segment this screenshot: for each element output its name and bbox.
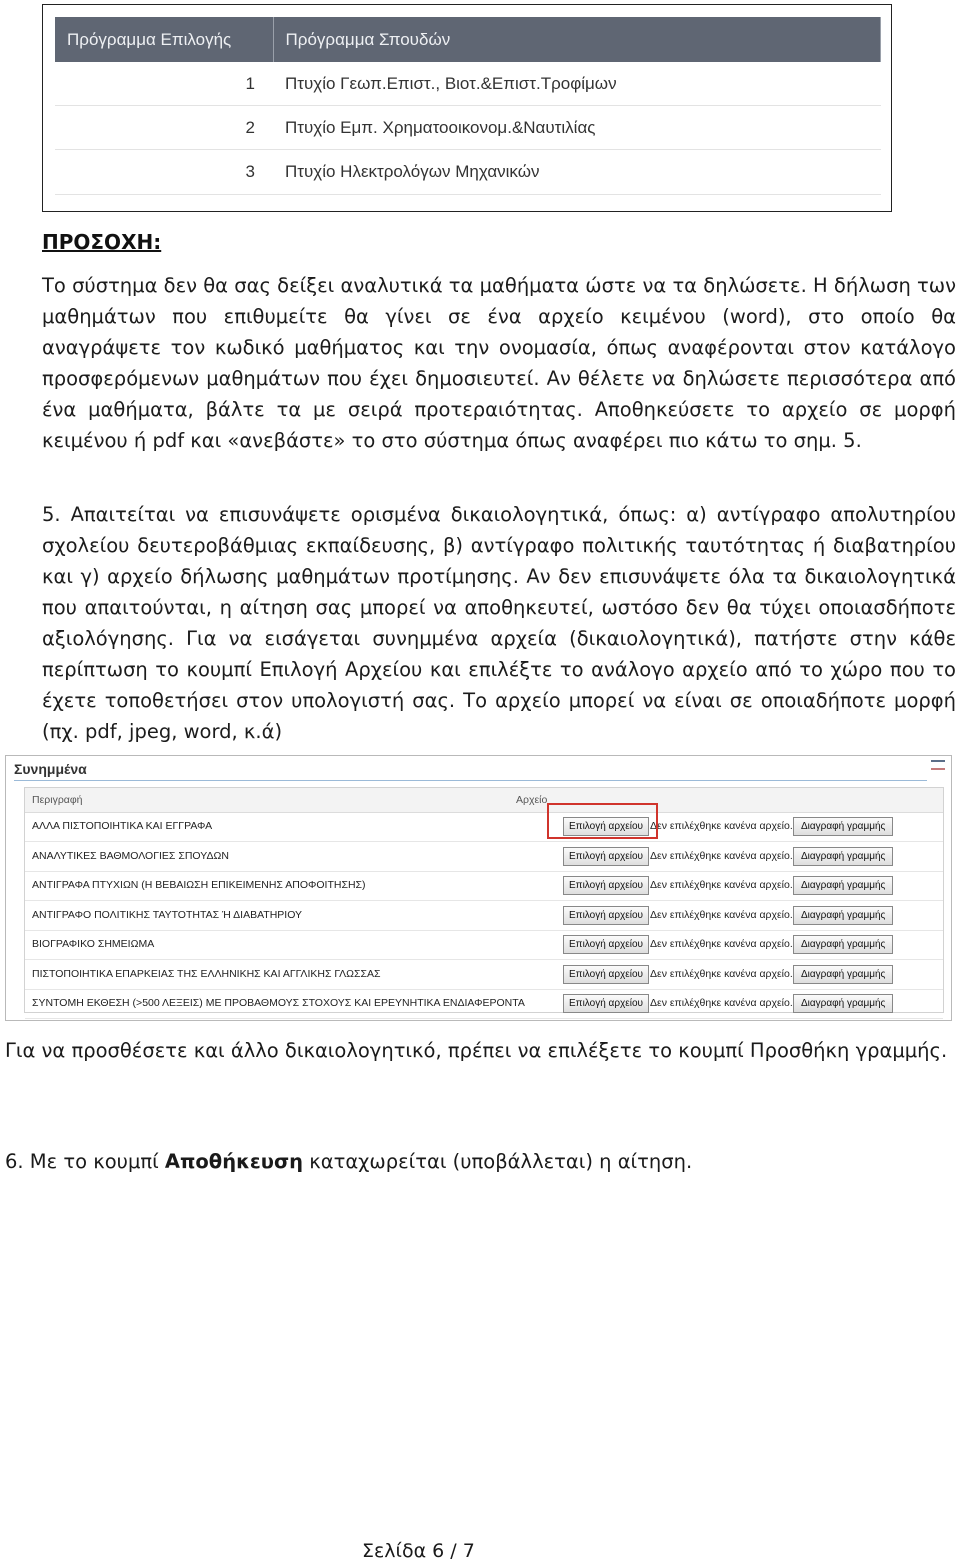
choose-file-button[interactable]: Επιλογή αρχείου <box>563 817 649 836</box>
row-choice: 3 <box>55 150 273 195</box>
no-file-text: Δεν επιλέχθηκε κανένα αρχείο. <box>650 997 793 1009</box>
program-table-header <box>55 17 881 62</box>
program-table <box>55 17 881 195</box>
paragraph-instructions: Το σύστημα δεν θα σας δείξει αναλυτικά τα μαθήματα ώστε να τα δηλώσετε. Η δήλωση των μαθημάτων που επιθυμείτε θα γίνει σε ένα αρχείο κειμένου (word), στο οποίο θα αναγράψετε τον κωδικό μαθήματος και την ονομασία, όπως αναφέρονται στον κατάλογο προσφερόμενων μαθημάτων που έχει δημοσιευτεί. Αν θέλετε να δηλώσετε περισσότερα από ένα μαθήματα, βάλτε τα με σειρά προτεραιότητας. Αποθηκεύσετε το αρχείο σε μορφή κειμένου ή pdf και «ανεβάστε» το στο σύστημα όπως αναφέρει πιο κάτω το σημ. 5. <box>42 274 956 452</box>
highlight-choose-file <box>547 803 658 839</box>
notice-title: ΠΡΟΣΟΧΗ: <box>42 230 162 254</box>
paragraph-add-row: Για να προσθέσετε και άλλο δικαιολογητικό, πρέπει να επιλέξετε το κουμπί Προσθήκη γραμμής. <box>5 1039 948 1062</box>
no-file-text: Δεν επιλέχθηκε κανένα αρχείο. <box>650 908 793 921</box>
delete-row-button[interactable]: Διαγραφή γραμμής <box>793 847 893 866</box>
save-prefix: 6. Με το κουμπί <box>5 1150 165 1173</box>
save-bold: Αποθήκευση <box>164 1150 304 1173</box>
list-item <box>25 871 943 901</box>
row-choice: 1 <box>55 62 273 106</box>
list-item <box>25 960 943 990</box>
row-program: Πτυχίο Εμπ. Χρηματοοικονομ.&Ναυτιλίας <box>273 106 881 150</box>
row-program: Πτυχίο Ηλεκτρολόγων Μηχανικών <box>273 150 881 195</box>
attachment-description: ΒΙΟΓΡΑΦΙΚΟ ΣΗΜΕΙΩΜΑ <box>32 938 155 950</box>
choose-file-button[interactable]: Επιλογή αρχείου <box>563 876 649 895</box>
title-divider <box>14 780 927 781</box>
header-program: Πρόγραμμα Σπουδών <box>273 17 881 62</box>
table-row[interactable] <box>55 106 881 150</box>
no-file-text: Δεν επιλέχθηκε κανένα αρχείο. <box>650 967 793 980</box>
no-file-text: Δεν επιλέχθηκε κανένα αρχείο. <box>650 938 793 950</box>
no-file-text: Δεν επιλέχθηκε κανένα αρχείο. <box>650 820 793 832</box>
list-item <box>25 930 943 960</box>
row-program: Πτυχίο Γεωπ.Επιστ., Βιοτ.&Επιστ.Τροφίμων <box>273 62 881 106</box>
col-file: Αρχείο <box>516 794 548 806</box>
attachment-description: ΣΥΝΤΟΜΗ ΕΚΘΕΣΗ (>500 ΛΕΞΕΙΣ) ΜΕ ΠΡΟΒΑΘΜΟΥΣ ΣΤΟΧΟΥΣ ΚΑΙ ΕΡΕΥΝΗΤΙΚΑ ΕΝΔΙΑΦΕΡΟΝΤΑ <box>32 997 525 1009</box>
header-choice: Πρόγραμμα Επιλογής <box>55 17 273 62</box>
delete-row-button[interactable]: Διαγραφή γραμμής <box>793 994 893 1013</box>
delete-row-button[interactable]: Διαγραφή γραμμής <box>793 906 893 925</box>
table-row[interactable] <box>55 150 881 195</box>
attachment-description: ΑΝΑΛΥΤΙΚΕΣ ΒΑΘΜΟΛΟΓΙΕΣ ΣΠΟΥΔΩΝ <box>32 849 229 862</box>
list-item <box>25 842 943 872</box>
delete-row-button[interactable]: Διαγραφή γραμμής <box>793 876 893 895</box>
choose-file-button[interactable]: Επιλογή αρχείου <box>563 847 649 866</box>
attachment-description: ΑΝΤΙΓΡΑΦΑ ΠΤΥΧΙΩΝ (Η ΒΕΒΑΙΩΣΗ ΕΠΙΚΕΙΜΕΝΗΣ ΑΠΟΦΟΙΤΗΣΗΣ) <box>32 879 366 891</box>
attachments-title: Συνημμένα <box>14 761 87 777</box>
save-suffix: καταχωρείται (υποβάλλεται) η αίτηση. <box>303 1150 693 1173</box>
paragraph-attachments: 5. Απαιτείται να επισυνάψετε ορισμένα δικαιολογητικά, όπως: α) αντίγραφο απολυτηρίου σχολείου δευτεροβάθμιας εκπαίδευσης, β) αντίγραφο πολιτικής ταυτότητας ή διαβατηρίου και γ) αρχείο δήλωσης μαθημάτων προτίμησης. Αν δεν επισυνάψετε όλα τα δικαιολογητικά που απαιτούνται, η αίτηση σας μπορεί να αποθηκευτεί, ωστόσο δεν θα τύχει οποιασδήποτε αξιολόγησης. Για να εισάγεται συνημμένα αρχεία (δικαιολογητικά), πατήστε στην κάθε περίπτωση το κουμπί Επιλογή Αρχείου και επιλέξτε το ανάλογο αρχείο από το χώρο που το έχετε τοποθετήσει στον υπολογιστή σας. Το αρχείο μπορεί να είναι σε οποιαδήποτε μορφή (πχ. pdf, jpeg, word, κ.ά) <box>42 503 956 743</box>
col-description: Περιγραφή <box>32 794 83 806</box>
table-row[interactable] <box>55 62 881 106</box>
attachment-description: ΑΝΤΙΓΡΑΦΟ ΠΟΛΙΤΙΚΗΣ ΤΑΥΤΟΤΗΤΑΣ Ή ΔΙΑΒΑΤΗΡΙΟΥ <box>32 908 303 921</box>
list-item <box>25 989 943 1019</box>
delete-row-button[interactable]: Διαγραφή γραμμής <box>793 935 893 954</box>
list-item <box>25 812 943 842</box>
delete-row-button[interactable]: Διαγραφή γραμμής <box>793 817 893 836</box>
paragraph-save <box>5 1146 692 1177</box>
attachments-header <box>25 788 943 813</box>
choose-file-button[interactable]: Επιλογή αρχείου <box>563 906 649 925</box>
attachment-description: ΑΛΛΑ ΠΙΣΤΟΠΟΙΗΤΙΚΑ ΚΑΙ ΕΓΓΡΑΦΑ <box>32 820 213 832</box>
no-file-text: Δεν επιλέχθηκε κανένα αρχείο. <box>650 849 793 862</box>
delete-row-button[interactable]: Διαγραφή γραμμής <box>793 965 893 984</box>
choose-file-button[interactable]: Επιλογή αρχείου <box>563 935 649 954</box>
no-file-text: Δεν επιλέχθηκε κανένα αρχείο. <box>650 879 793 891</box>
program-screenshot <box>42 4 892 212</box>
row-choice: 2 <box>55 106 273 150</box>
attachments-screenshot <box>5 755 952 1021</box>
attachment-description: ΠΙΣΤΟΠΟΙΗΤΙΚΑ ΕΠΑΡΚΕΙΑΣ ΤΗΣ ΕΛΛΗΝΙΚΗΣ ΚΑΙ ΑΓΓΛΙΚΗΣ ΓΛΩΣΣΑΣ <box>32 967 381 980</box>
list-item <box>25 901 943 931</box>
choose-file-button[interactable]: Επιλογή αρχείου <box>563 994 649 1013</box>
page-footer: Σελίδα 6 / 7 <box>362 1540 475 1562</box>
attachments-grid <box>24 787 944 1013</box>
choose-file-button[interactable]: Επιλογή αρχείου <box>563 965 649 984</box>
collapse-icon[interactable] <box>931 760 945 774</box>
